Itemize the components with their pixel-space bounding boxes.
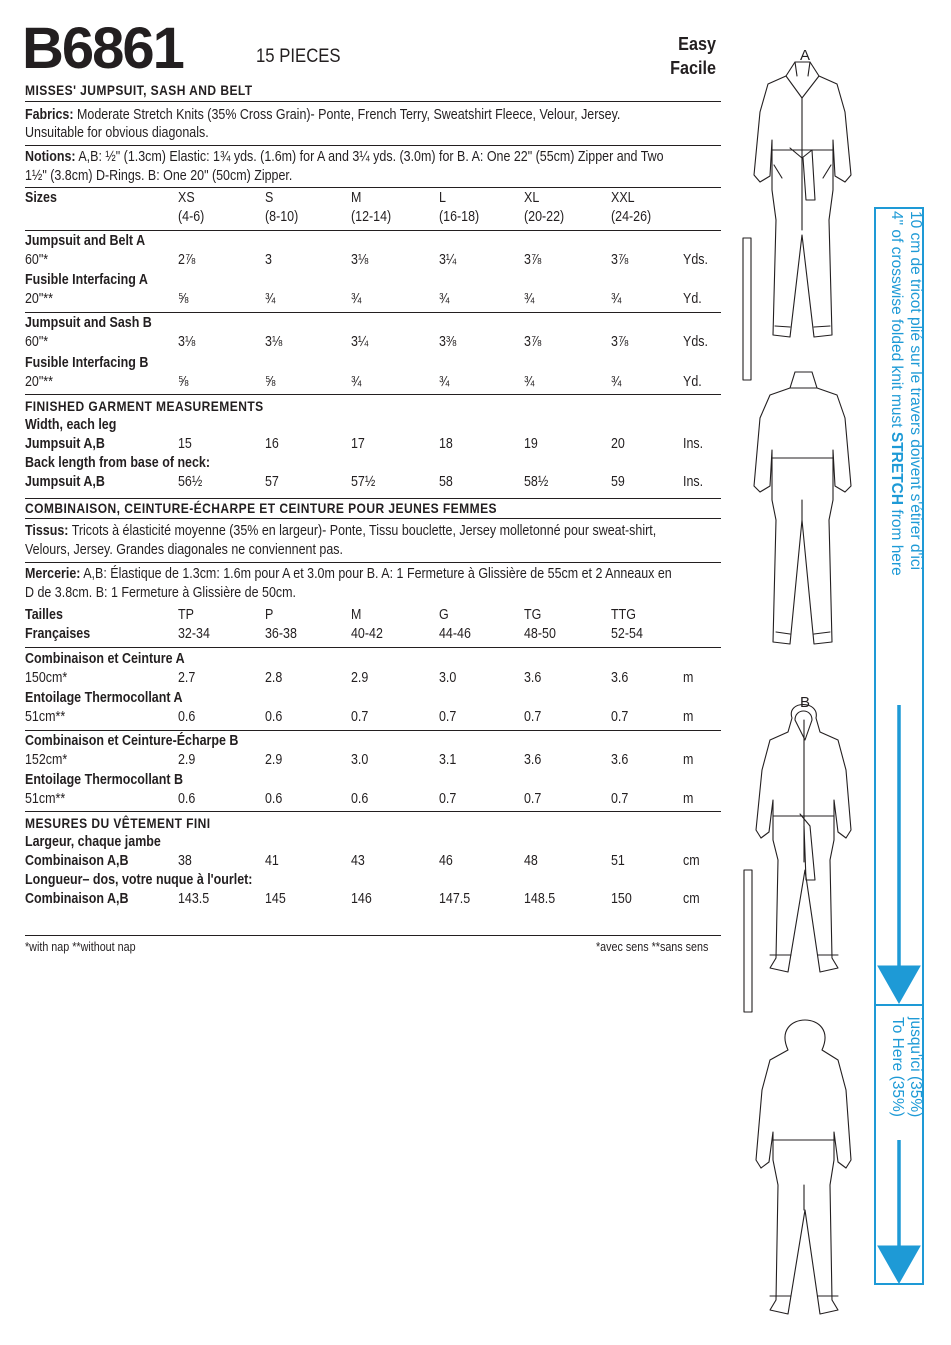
fabric-width: 20"** xyxy=(25,374,54,390)
stretch-gauge xyxy=(874,207,924,1285)
size-header: XS xyxy=(178,190,195,206)
unit: Ins. xyxy=(683,474,704,490)
back-length-label: Back length from base of neck: xyxy=(25,455,211,471)
yardage-value: ¾ xyxy=(265,291,276,307)
yardage-value: ¾ xyxy=(524,374,535,390)
yardage-value: 0.6 xyxy=(265,791,283,807)
to-here-text-fr: jusqu'ici (35%) xyxy=(907,1017,924,1118)
yardage-value: 0.6 xyxy=(178,709,196,725)
yardage-value: 0.7 xyxy=(611,791,629,807)
difficulty-fr: Facile xyxy=(670,58,716,78)
yardage-value: 3⅞ xyxy=(611,334,629,350)
size-range: 40-42 xyxy=(351,626,383,642)
fabric-width: 51cm** xyxy=(25,709,66,725)
yardage-value: 3.0 xyxy=(439,670,457,686)
unit: Yds. xyxy=(683,334,708,350)
yardage-value: 0.7 xyxy=(611,709,629,725)
fabric-width: 51cm** xyxy=(25,791,66,807)
difficulty-en: Easy xyxy=(678,34,716,54)
yardage-row-label: Jumpsuit and Belt A xyxy=(25,233,146,249)
size-header: P xyxy=(265,607,274,623)
fabric-width: 60"* xyxy=(25,252,49,268)
yardage-value: 3 xyxy=(265,252,272,268)
unit: Ins. xyxy=(683,436,704,452)
yardage-value: 3⅛ xyxy=(351,252,369,268)
yardage-value: 3.6 xyxy=(611,752,629,768)
fabric-width: 60"* xyxy=(25,334,49,350)
title-fr: COMBINAISON, CEINTURE-ÉCHARPE ET CEINTURE POUR JEUNES FEMMES xyxy=(25,500,497,516)
yardage-value: 3⅜ xyxy=(439,334,457,350)
measurement-value: 19 xyxy=(524,436,538,452)
size-range: (24-26) xyxy=(611,209,652,225)
measurements-title: FINISHED GARMENT MEASUREMENTS xyxy=(25,398,264,414)
yardage-value: 3⅞ xyxy=(611,252,629,268)
measurement-value: 46 xyxy=(439,853,453,869)
view-b-sash-sketch xyxy=(744,870,752,1012)
yardage-value: 0.6 xyxy=(265,709,283,725)
yardage-value: ¾ xyxy=(611,291,622,307)
to-here-text-en: To Here (35%) xyxy=(889,1017,906,1117)
yardage-value: ⅝ xyxy=(178,374,189,390)
measurements-title: MESURES DU VÊTEMENT FINI xyxy=(25,815,211,831)
view-a-belt-sketch xyxy=(743,238,751,380)
measurement-value: 15 xyxy=(178,436,192,452)
yardage-value: ⅝ xyxy=(265,374,276,390)
yardage-value: ⅝ xyxy=(178,291,189,307)
width-label: Largeur, chaque jambe xyxy=(25,834,161,850)
yardage-value: 3.1 xyxy=(439,752,457,768)
yardage-value: 0.7 xyxy=(524,709,542,725)
yardage-value: 0.7 xyxy=(524,791,542,807)
size-header: XL xyxy=(524,190,540,206)
yardage-value: 2.7 xyxy=(178,670,196,686)
size-header: S xyxy=(265,190,274,206)
fabrics-fr-line2: Velours, Jersey. Grandes diagonales ne conviennent pas. xyxy=(25,542,343,558)
yardage-value: 3⅞ xyxy=(524,334,542,350)
yardage-value: ¾ xyxy=(611,374,622,390)
size-range: (16-18) xyxy=(439,209,480,225)
yardage-value: 0.6 xyxy=(351,791,369,807)
yardage-value: ¾ xyxy=(351,291,362,307)
size-header: TP xyxy=(178,607,194,623)
yardage-row-label: Jumpsuit and Sash B xyxy=(25,315,152,331)
yardage-value: 3⅛ xyxy=(265,334,283,350)
fabrics-en-line2: Unsuitable for obvious diagonals. xyxy=(25,125,209,141)
yardage-value: 2.8 xyxy=(265,670,283,686)
yardage-row-label: Fusible Interfacing B xyxy=(25,355,149,371)
size-range: (4-6) xyxy=(178,209,205,225)
size-header: TTG xyxy=(611,607,636,623)
fabric-width: 20"** xyxy=(25,291,54,307)
size-header: G xyxy=(439,607,449,623)
yardage-value: 0.6 xyxy=(178,791,196,807)
view-a-front-sketch xyxy=(754,62,851,337)
view-b-front-sketch xyxy=(756,705,851,973)
measurement-value: 41 xyxy=(265,853,279,869)
yardage-row-label: Entoilage Thermocollant A xyxy=(25,690,183,706)
size-range: (8-10) xyxy=(265,209,299,225)
yardage-value: 3⅞ xyxy=(524,252,542,268)
footnote-en: *with nap **without nap xyxy=(25,940,136,954)
notions-en: Notions: A,B: ½" (1.3cm) Elastic: 1¾ yds. (1.6m) for A and 3¼ yds. (3.0m) for B. A: One 22" (55cm) Zipper and Two xyxy=(25,149,664,165)
back-length-label: Longueur– dos, votre nuque à l'ourlet: xyxy=(25,872,253,888)
measurement-value: 20 xyxy=(611,436,625,452)
unit: m xyxy=(683,670,694,686)
width-label: Width, each leg xyxy=(25,417,117,433)
yardage-value: ¾ xyxy=(524,291,535,307)
unit: cm xyxy=(683,853,700,869)
yardage-row-label: Fusible Interfacing A xyxy=(25,272,148,288)
fabrics-en: Fabrics: Moderate Stretch Knits (35% Cross Grain)- Ponte, French Terry, Sweatshirt Fleece, Velour, Jersey. xyxy=(25,107,621,123)
measurement-row-label: Combinaison A,B xyxy=(25,891,129,907)
sizes-label-2: Françaises xyxy=(25,626,91,642)
yardage-value: 3¼ xyxy=(439,252,457,268)
size-header: L xyxy=(439,190,446,206)
notions-en-line2: 1½" (3.8cm) D-Rings. B: One 20" (50cm) Zipper. xyxy=(25,168,293,184)
measurement-value: 43 xyxy=(351,853,365,869)
yardage-value: 2⅞ xyxy=(178,252,196,268)
title-en: MISSES' JUMPSUIT, SASH AND BELT xyxy=(25,82,253,98)
measurement-value: 17 xyxy=(351,436,365,452)
size-range: 52-54 xyxy=(611,626,643,642)
fabrics-fr: Tissus: Tricots à élasticité moyenne (35% en largeur)- Ponte, Tissu bouclette, Jersey molletonné pour sweat-shirt, xyxy=(25,523,657,539)
unit: Yd. xyxy=(683,374,702,390)
footnote-fr: *avec sens **sans sens xyxy=(596,940,709,954)
measurement-value: 148.5 xyxy=(524,891,556,907)
measurement-row-label: Jumpsuit A,B xyxy=(25,474,105,490)
measurement-value: 59 xyxy=(611,474,625,490)
yardage-value: 3.0 xyxy=(351,752,369,768)
yardage-value: 0.7 xyxy=(351,709,369,725)
yardage-row-label: Combinaison et Ceinture-Écharpe B xyxy=(25,733,239,749)
measurement-value: 150 xyxy=(611,891,632,907)
notions-fr-line2: D de 3.8cm. B: 1 Fermeture à Glissière de 50cm. xyxy=(25,585,296,601)
size-header: M xyxy=(351,190,362,206)
size-header: TG xyxy=(524,607,542,623)
view-a-back-sketch xyxy=(754,372,851,644)
measurement-value: 38 xyxy=(178,853,192,869)
measurement-value: 58 xyxy=(439,474,453,490)
yardage-value: ¾ xyxy=(351,374,362,390)
size-range: 44-46 xyxy=(439,626,471,642)
unit: m xyxy=(683,709,694,725)
measurement-value: 16 xyxy=(265,436,279,452)
measurement-value: 57 xyxy=(265,474,279,490)
notions-fr: Mercerie: A,B: Élastique de 1.3cm: 1.6m pour A et 3.0m pour B. A: 1 Fermeture à Glissière de 55cm et 2 Anneaux en xyxy=(25,566,672,582)
yardage-value: 3⅛ xyxy=(178,334,196,350)
size-header: XXL xyxy=(611,190,635,206)
yardage-value: 3.6 xyxy=(524,670,542,686)
size-range: 48-50 xyxy=(524,626,556,642)
measurement-value: 51 xyxy=(611,853,625,869)
measurement-value: 48 xyxy=(524,853,538,869)
unit: m xyxy=(683,752,694,768)
yardage-value: 0.7 xyxy=(439,709,457,725)
measurement-value: 58½ xyxy=(524,474,549,490)
yardage-row-label: Combinaison et Ceinture A xyxy=(25,651,185,667)
yardage-value: ¾ xyxy=(439,291,450,307)
size-header: M xyxy=(351,607,362,623)
measurement-row-label: Jumpsuit A,B xyxy=(25,436,105,452)
yardage-value: 2.9 xyxy=(351,670,369,686)
measurement-row-label: Combinaison A,B xyxy=(25,853,129,869)
sizes-label: Sizes xyxy=(25,190,57,206)
pieces-count: 15 PIECES xyxy=(256,46,341,67)
measurement-value: 147.5 xyxy=(439,891,471,907)
measurement-value: 57½ xyxy=(351,474,376,490)
measurement-value: 143.5 xyxy=(178,891,210,907)
yardage-value: 3.6 xyxy=(524,752,542,768)
yardage-value: 2.9 xyxy=(178,752,196,768)
unit: Yds. xyxy=(683,252,708,268)
measurement-value: 56½ xyxy=(178,474,203,490)
yardage-value: 3.6 xyxy=(611,670,629,686)
stretch-gauge-text-fr: 10 cm de tricot plié sur le travers doivent s'étirer d'ici xyxy=(907,211,924,571)
unit: m xyxy=(683,791,694,807)
view-a-label: A xyxy=(799,47,811,64)
unit: Yd. xyxy=(683,291,702,307)
yardage-value: ¾ xyxy=(439,374,450,390)
fabric-width: 150cm* xyxy=(25,670,68,686)
yardage-row-label: Entoilage Thermocollant B xyxy=(25,772,183,788)
size-range: 36-38 xyxy=(265,626,297,642)
size-range: (20-22) xyxy=(524,209,565,225)
size-range: (12-14) xyxy=(351,209,392,225)
yardage-value: 3¼ xyxy=(351,334,369,350)
fabric-width: 152cm* xyxy=(25,752,68,768)
yardage-value: 2.9 xyxy=(265,752,283,768)
yardage-value: 0.7 xyxy=(439,791,457,807)
measurement-value: 146 xyxy=(351,891,372,907)
measurement-value: 145 xyxy=(265,891,286,907)
measurement-value: 18 xyxy=(439,436,453,452)
sizes-label: Tailles xyxy=(25,607,63,623)
stretch-gauge-text-en: 4" of crosswise folded knit must STRETCH from here xyxy=(888,211,905,576)
view-b-label: B xyxy=(799,694,811,711)
size-range: 32-34 xyxy=(178,626,210,642)
unit: cm xyxy=(683,891,700,907)
pattern-number: B6861 xyxy=(22,16,183,81)
view-b-back-sketch xyxy=(756,1020,851,1314)
